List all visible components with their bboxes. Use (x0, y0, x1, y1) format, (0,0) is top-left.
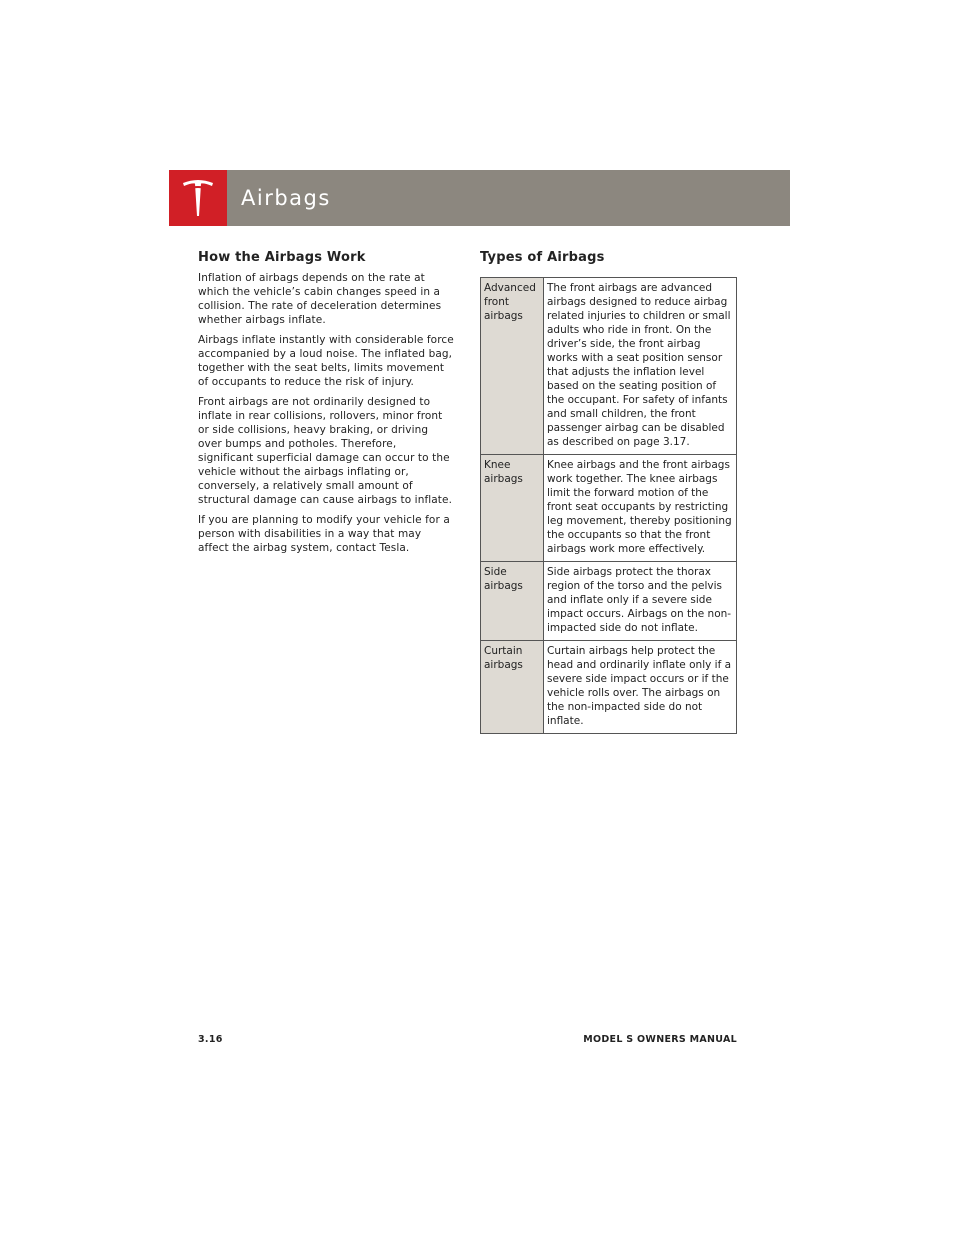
page-footer (198, 1034, 737, 1045)
tesla-logo-icon (180, 178, 216, 218)
airbag-description-cell: Curtain airbags help protect the head and ordinarily inflate only if a severe side impact occurs or if the vehicle rolls over. The airbags on the non-impacted side do not inflate. (544, 641, 737, 734)
page-title: Airbags (241, 186, 331, 210)
airbag-type-cell: Curtain airbags (481, 641, 544, 734)
paragraph: Airbags inflate instantly with considerable force accompanied by a loud noise. The inflated bag, together with the seat belts, limits movement of occupants to reduce the risk of injury. (198, 334, 454, 388)
paragraph: If you are planning to modify your vehicle for a person with disabilities in a way that may affect the airbag system, contact Tesla. (198, 514, 450, 554)
page-number: 3.16 (198, 1034, 223, 1045)
table-row (481, 562, 737, 641)
airbag-description-cell: Knee airbags and the front airbags work together. The knee airbags limit the forward motion of the front seat occupants by restricting leg movement, thereby positioning the occupants so that the front airbags work more effectively. (544, 455, 737, 562)
table-row (481, 455, 737, 562)
airbag-type-cell: Knee airbags (481, 455, 544, 562)
types-of-airbags-section (480, 250, 740, 734)
logo-box (169, 170, 227, 226)
section-heading: How the Airbags Work (198, 250, 366, 265)
paragraph: Inflation of airbags depends on the rate at which the vehicle’s cabin changes speed in a collision. The rate of deceleration determines whether airbags inflate. (198, 272, 442, 326)
how-airbags-work-section (198, 250, 454, 561)
table-row (481, 278, 737, 455)
airbag-type-cell: Advanced front airbags (481, 278, 544, 455)
section-heading: Types of Airbags (480, 250, 605, 265)
paragraph: Front airbags are not ordinarily designed to inflate in rear collisions, rollovers, minor front or side collisions, heavy braking, or driving over bumps and potholes. Therefore, significant superficial damage can occur to the vehicle without the airbags inflating or, conversely, a relatively small amount of structural damage can cause airbags to inflate. (198, 396, 453, 506)
section-header-bar (169, 170, 790, 226)
table-row (481, 641, 737, 734)
manual-title: MODEL S OWNERS MANUAL (583, 1034, 737, 1045)
airbag-description-cell: Side airbags protect the thorax region of the torso and the pelvis and inflate only if a severe side impact occurs. Airbags on the non-impacted side do not inflate. (544, 562, 737, 641)
airbag-types-table (480, 277, 737, 734)
airbag-type-cell: Side airbags (481, 562, 544, 641)
airbag-description-cell: The front airbags are advanced airbags designed to reduce airbag related injuries to children or small adults who ride in front. On the driver’s side, the front airbag works with a seat position sensor that adjusts the inflation level based on the seating position of the occupant. For safety of infants and small children, the front passenger airbag can be disabled as described on page 3.17. (544, 278, 737, 455)
